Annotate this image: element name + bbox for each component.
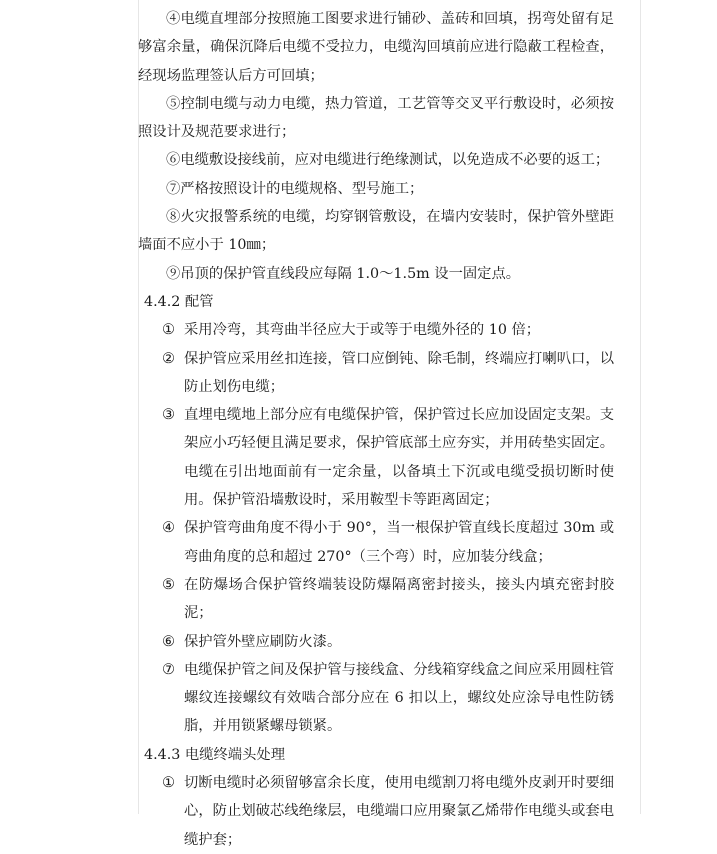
item-text: 保护管外壁应刷防火漆。 [184, 633, 342, 650]
list-item [138, 345, 614, 402]
right-margin-guide [640, 0, 641, 814]
paragraph-7: ⑦严格按照设计的电缆规格、型号施工； [166, 180, 424, 197]
item-number: ① [162, 775, 175, 792]
paragraph-8: ⑧火灾报警系统的电缆，均穿钢管敷设，在墙内安装时，保护管外壁距墙面不应小于 10㎜； [138, 209, 614, 254]
paragraph-5: ⑤控制电缆与动力电缆，热力管道，工艺管等交叉平行敷设时，必须按照设计及规范要求进行； [138, 95, 614, 141]
paragraph-4: ④电缆直埋部分按照施工图要求进行铺砂、盖砖和回填，拐弯处留有足够富余量，确保沉降后电缆不受拉力，电缆沟回填前应进行隐蔽工程检查，经现场监理签认后方可回填； [138, 11, 614, 84]
item-number: ① [162, 322, 175, 339]
item-text: 采用冷弯，其弯曲半径应大于或等于电缆外径的 10 倍； [184, 322, 541, 339]
item-text: 电缆保护管之间及保护管与接线盒、分线箱穿线盒之间应采用圆柱管螺纹连接螺纹有效啮合部分应在 6 扣以上，螺纹处应涂导电性防锈脂，并用锁紧螺母锁紧。 [184, 661, 614, 735]
list-item [138, 316, 614, 344]
item-number: ⑦ [162, 661, 175, 678]
item-text: 直埋电缆地上部分应有电缆保护管，保护管过长应加设固定支架。支架应小巧轻便且满足要求，保护管底部土应夯实，并用砖垫实固定。电缆在引出地面前有一定余量，以备填土下沉或电缆受损切断时使用。保护管沿墙敷设时，采用鞍型卡等距离固定； [184, 407, 614, 509]
paragraph-9: ⑨吊顶的保护管直线段应每隔 1.0～1.5m 设一固定点。 [166, 265, 521, 282]
list-item [138, 656, 614, 741]
paragraph-6: ⑥电缆敷设接线前，应对电缆进行绝缘测试，以免造成不必要的返工； [166, 152, 610, 169]
item-text: 切断电缆时必须留够富余长度，使用电缆割刀将电缆外皮剥开时要细心，防止划破芯线绝缘层，电缆端口应用聚氯乙烯带作电缆头或套电缆护套； [184, 775, 614, 848]
item-number: ② [162, 350, 175, 367]
document-body [138, 5, 614, 854]
item-number: ③ [162, 407, 175, 424]
item-text: 保护管弯曲角度不得小于 90°，当一根保护管直线长度超过 30m 或弯曲角度的总和超过 270°（三个弯）时，应加装分线盒； [184, 520, 614, 565]
item-number: ⑤ [162, 576, 175, 593]
item-number: ⑥ [162, 633, 175, 650]
list-item [138, 769, 614, 854]
list-item [138, 514, 614, 571]
list-item [138, 571, 614, 628]
list-item [138, 628, 614, 656]
item-number: ④ [162, 520, 175, 537]
section-heading-4-4-3: 4.4.3 电缆终端头处理 [144, 746, 285, 763]
list-item [138, 401, 614, 514]
item-text: 在防爆场合保护管终端装设防爆隔离密封接头，接头内填充密封胶泥； [184, 576, 614, 622]
section-heading-4-4-2: 4.4.2 配管 [144, 293, 214, 310]
item-text: 保护管应采用丝扣连接，管口应倒钝、除毛制，终端应打喇叭口，以防止划伤电缆； [184, 350, 614, 395]
